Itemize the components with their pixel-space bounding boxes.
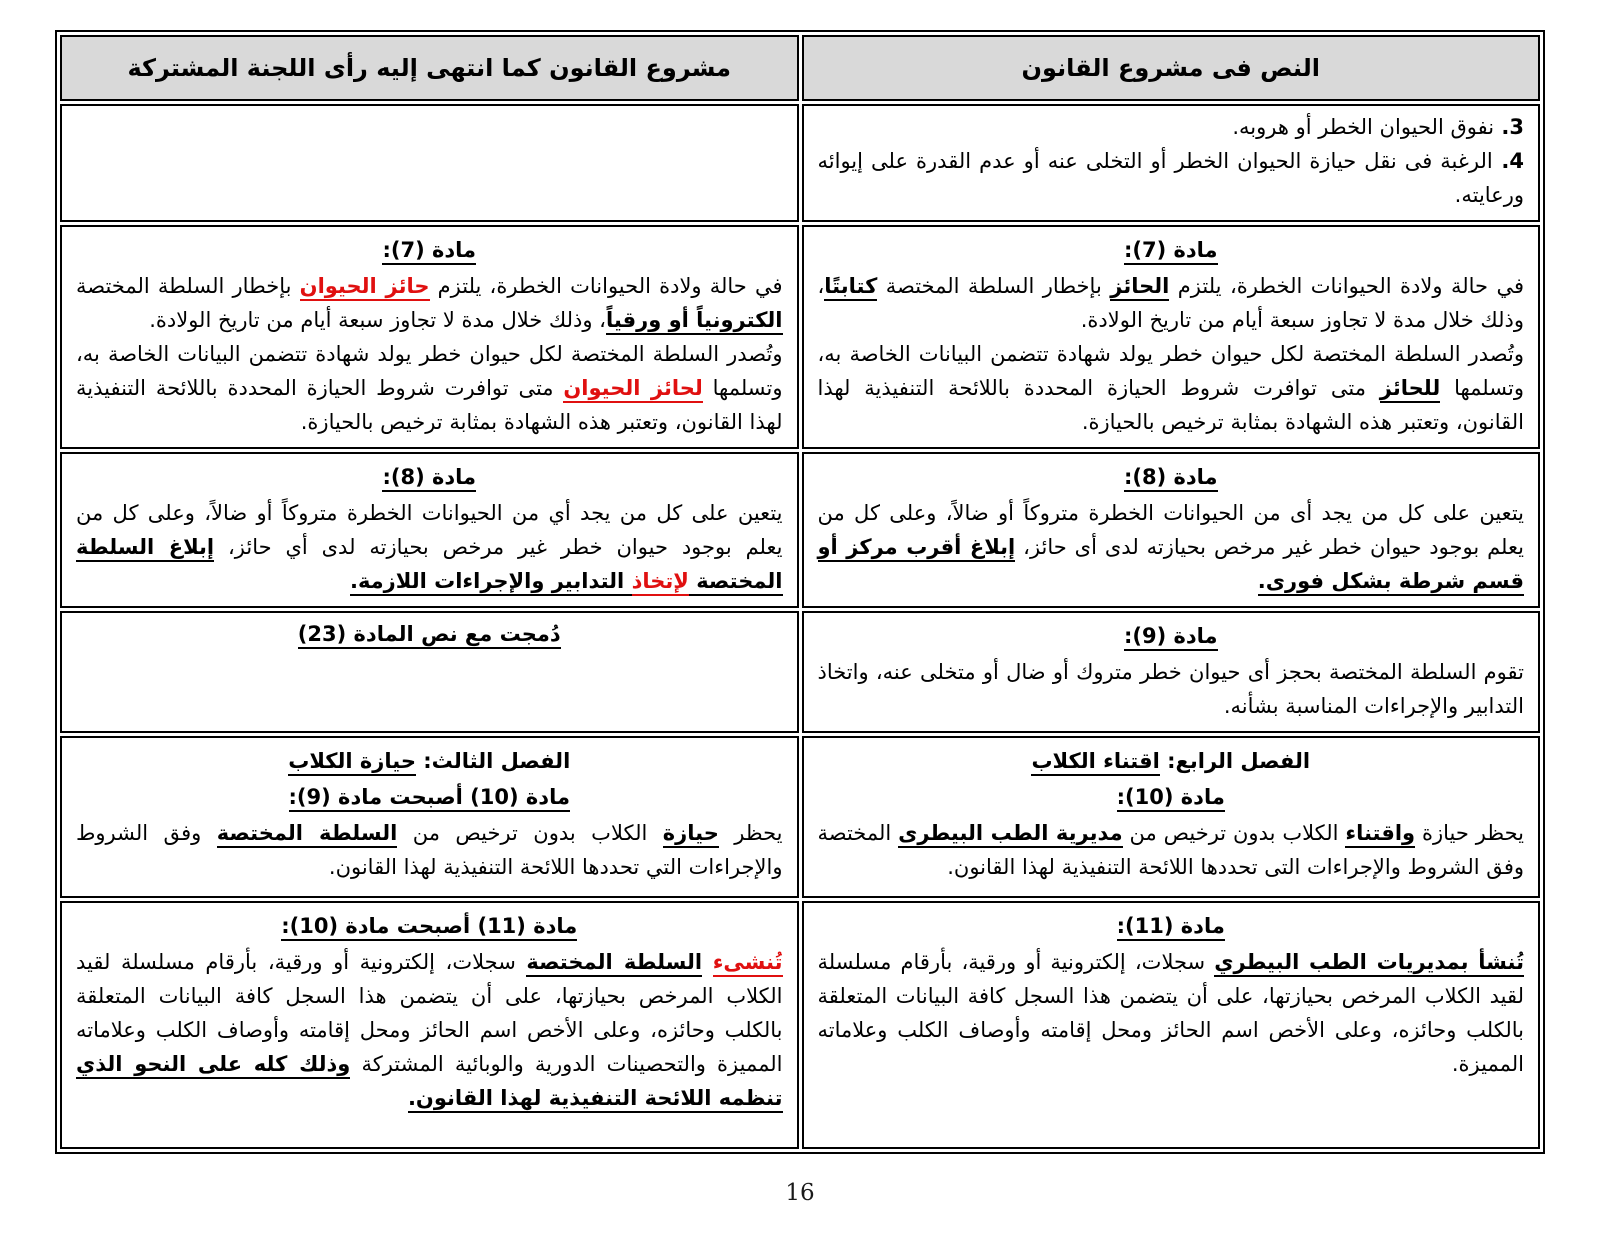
text-run: السلطة المختصة: [217, 821, 398, 848]
text-run: مادة (8):: [382, 465, 476, 492]
text-run: تقوم السلطة المختصة بحجز أى حيوان خطر متروك أو ضال أو متخلى عنه، واتخاذ التدابير والإجراءات المناسبة بشأنه.: [817, 660, 1524, 719]
article-title: [76, 744, 783, 778]
paragraph: [818, 945, 1525, 1081]
table-row: [60, 104, 1540, 222]
text-run: وتُصدر السلطة المختصة لكل حيوان خطر يولد شهادة تتضمن البيانات الخاصة به، وتسلمها: [817, 342, 1524, 401]
paragraph: [818, 144, 1525, 212]
paragraph: [818, 496, 1525, 598]
text-run: حيازة الكلاب: [288, 749, 416, 776]
text-run: لإتخاذ: [632, 569, 689, 596]
paragraph: [76, 337, 783, 439]
text-run: لحائز الحيوان: [563, 376, 702, 403]
text-run: سجلات، إلكترونية أو ورقية، بأرقام مسلسلة لقيد الكلاب المرخص بحيازتها، على أن يتضمن هذا السجل كافة البيانات المتعلقة بالكلب وحائزه، وعلى الأخص اسم الحائز ومحل إقامته وأوصاف الكلب وعلاماته المميزة.: [817, 950, 1524, 1077]
cell-law-text: [802, 901, 1541, 1149]
text-run: مادة (7):: [382, 238, 476, 265]
text-run: تُنشأ بمديريات الطب البيطري: [1214, 950, 1524, 977]
table-row: [60, 901, 1540, 1149]
text-run: ، وذلك خلال مدة لا تجاوز سبعة أيام من تاريخ الولادة.: [149, 308, 606, 333]
paragraph: [818, 337, 1525, 439]
table-row: [60, 611, 1540, 733]
merged-note: [76, 617, 783, 651]
text-run: التدابير والإجراءات اللازمة.: [350, 569, 632, 596]
text-run: وتُصدر السلطة المختصة لكل حيوان خطر يولد شهادة تتضمن البيانات الخاصة به، وتسلمها: [76, 342, 783, 401]
table-row: [60, 736, 1540, 898]
text-run: مادة (11):: [1117, 914, 1225, 941]
text-run: يحظر حيازة: [1415, 821, 1524, 846]
text-run: الفصل الرابع:: [1159, 749, 1311, 774]
column-header-committee-text: مشروع القانون كما انتهى إليه رأى اللجنة المشتركة: [60, 35, 799, 101]
cell-committee-text: [60, 736, 799, 898]
article-title: [76, 233, 783, 267]
text-run: مادة (7):: [1124, 238, 1218, 265]
law-comparison-table: [55, 30, 1545, 1154]
text-run: تُنشىء: [713, 950, 783, 977]
text-run: واقتناء: [1345, 821, 1415, 848]
cell-committee-text: [60, 901, 799, 1149]
cell-committee-text: [60, 225, 799, 449]
article-title: [76, 780, 783, 814]
cell-law-text: [802, 452, 1541, 608]
text-run: الرغبة فى نقل حيازة الحيوان الخطر أو التخلى عنه أو عدم القدرة على إيوائه ورعايته.: [817, 149, 1524, 208]
article-title: [818, 909, 1525, 943]
table-row: [60, 225, 1540, 449]
text-run: بإخطار السلطة المختصة: [877, 274, 1111, 299]
text-run: الفصل الثالث:: [415, 749, 571, 774]
text-run: للحائز: [1380, 376, 1440, 403]
text-run: وفق الشروط والإجراءات التي تحددها اللائحة التنفيذية لهذا القانون.: [76, 821, 783, 880]
text-run: السلطة المختصة: [526, 950, 702, 977]
cell-committee-text: [60, 104, 799, 222]
paragraph: [818, 269, 1525, 337]
article-title: [818, 744, 1525, 778]
paragraph: [818, 816, 1525, 884]
article-title: [818, 780, 1525, 814]
text-run: 3.: [1494, 115, 1524, 139]
text-run: المختصة وفق الشروط والإجراءات التى تحددها اللائحة التنفيذية لهذا القانون.: [817, 821, 1524, 880]
article-title: [818, 460, 1525, 494]
article-title: [76, 909, 783, 943]
table-row: [60, 452, 1540, 608]
paragraph: [76, 496, 783, 598]
cell-law-text: [802, 611, 1541, 733]
paragraph: [76, 269, 783, 337]
cell-law-text: [802, 736, 1541, 898]
text-run: متى توافرت شروط الحيازة المحددة باللائحة التنفيذية لهذا القانون، وتعتبر هذه الشهادة بمثابة ترخيص بالحيازة.: [817, 376, 1524, 435]
cell-committee-text: [60, 452, 799, 608]
text-run: دُمجت مع نص المادة (23): [298, 622, 561, 649]
text-run: نفوق الحيوان الخطر أو هروبه.: [1232, 115, 1495, 139]
text-run: يحظر: [718, 821, 783, 846]
text-run: سجلات، إلكترونية أو ورقية، بأرقام مسلسلة لقيد الكلاب المرخص بحيازتها، على أن يتضمن هذا السجل كافة البيانات المتعلقة بالكلب وحائزه، وعلى الأخص اسم الحائز ومحل إقامته وأوصاف الكلب وعلاماته المميزة والتحصينات الدورية والوبائية المشتركة: [76, 950, 783, 1077]
text-run: مادة (11) أصبحت مادة (10):: [281, 914, 577, 941]
article-title: [818, 619, 1525, 653]
text-run: 4.: [1492, 149, 1524, 174]
text-run: حيازة: [663, 821, 719, 848]
page-number: 16: [785, 1180, 815, 1207]
text-run: إبلاغ السلطة المختصة: [76, 535, 783, 596]
text-run: الكلاب بدون ترخيص من: [397, 821, 663, 846]
paragraph: [818, 655, 1525, 723]
text-run: يتعين على كل من يجد أي من الحيوانات الخطرة متروكاً أو ضالاً، وعلى كل من يعلم بوجود حيوان خطر غير مرخص بحيازته لدى أي حائز،: [76, 501, 783, 560]
text-run: كتابتًا: [824, 274, 877, 301]
article-title: [818, 233, 1525, 267]
column-header-law-text: النص فى مشروع القانون: [802, 35, 1541, 101]
text-run: في حالة ولادة الحيوانات الخطرة، يلتزم: [429, 274, 783, 299]
article-title: [76, 460, 783, 494]
text-run: مادة (10) أصبحت مادة (9):: [289, 785, 570, 812]
text-run: مادة (9):: [1124, 624, 1218, 651]
text-run: الحائز: [1110, 274, 1169, 301]
cell-committee-text: [60, 611, 799, 733]
text-run: اقتناء الكلاب: [1031, 749, 1159, 776]
table-header-row: [60, 35, 1540, 101]
paragraph: [818, 110, 1525, 144]
cell-law-text: [802, 225, 1541, 449]
text-run: حائز الحيوان: [300, 274, 430, 301]
text-run: مادة (10):: [1117, 785, 1225, 812]
paragraph: [76, 945, 783, 1115]
text-run: وذلك كله على النحو الذي تنظمه اللائحة التنفيذية لهذا القانون.: [76, 1052, 783, 1113]
paragraph: [76, 816, 783, 884]
text-run: الكلاب بدون ترخيص من: [1122, 821, 1346, 846]
text-run: يتعين على كل من يجد أى من الحيوانات الخطرة متروكاً أو ضالاً، وعلى كل من يعلم بوجود حيوان خطر غير مرخص بحيازته لدى أى حائز،: [817, 501, 1524, 560]
text-run: إبلاغ أقرب مركز أو قسم شرطة بشكل فورى.: [818, 535, 1525, 596]
text-run: بإخطار السلطة المختصة: [76, 274, 300, 299]
text-run: [702, 950, 713, 974]
text-run: ، وذلك خلال مدة لا تجاوز سبعة أيام من تاريخ الولادة.: [817, 274, 1524, 333]
text-run: في حالة ولادة الحيوانات الخطرة، يلتزم: [1169, 274, 1525, 299]
text-run: متى توافرت شروط الحيازة المحددة باللائحة التنفيذية لهذا القانون، وتعتبر هذه الشهادة بمثابة ترخيص بالحيازة.: [76, 376, 783, 435]
text-run: مديرية الطب البيطرى: [898, 821, 1123, 848]
text-run: الكترونياً أو ورقياً: [606, 308, 783, 335]
cell-law-text: [802, 104, 1541, 222]
text-run: مادة (8):: [1124, 465, 1218, 492]
